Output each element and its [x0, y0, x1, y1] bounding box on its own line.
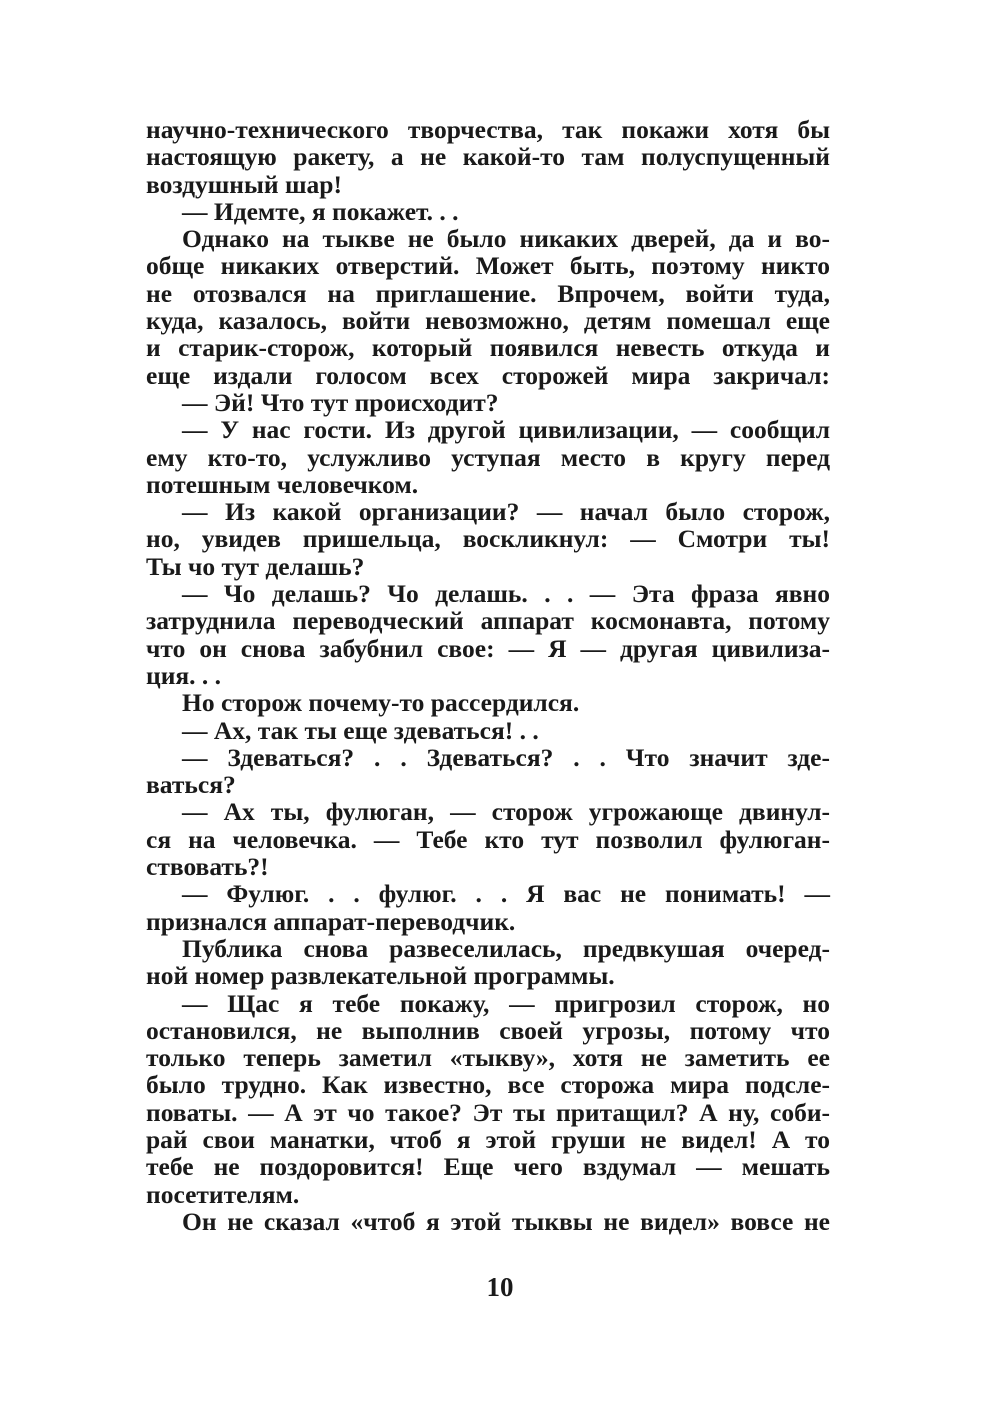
text-line: Но сторож почему-то рассердился.	[182, 688, 580, 718]
text-line: потешным человечком.	[146, 469, 419, 499]
text-line: признался аппарат-переводчик.	[146, 906, 516, 936]
text-line: — Идемте, я покажет. . .	[182, 196, 459, 226]
text-line: Ты чо тут делашь?	[146, 551, 365, 581]
page-number: 10	[486, 1272, 514, 1302]
text-line: поваты. — А эт чо такое? Эт ты притащил? А ну, соби-	[146, 1097, 830, 1127]
text-line: посетителям.	[146, 1179, 300, 1209]
text-line: обще никаких отверстий. Может быть, поэтому никто	[146, 251, 830, 281]
text-line: Публика снова развеселилась, предвкушая очеред-	[182, 933, 830, 963]
text-line: — Эй! Что тут происходит?	[182, 387, 499, 417]
text-line: рай свои манатки, чтоб я этой груши не видел! А то	[146, 1124, 830, 1154]
text-line: — Ах, так ты еще здеваться! . .	[182, 715, 539, 745]
text-line: воздушный шар!	[146, 169, 342, 199]
text-line: что он снова забубнил свое: — Я — другая цивилиза-	[146, 633, 830, 663]
text-line: — Щас я тебе покажу, — пригрозил сторож, но	[182, 988, 830, 1018]
text-line: ной номер развлекательной программы.	[146, 961, 615, 991]
text-line: тебе не поздоровится! Еще чего вздумал — мешать	[146, 1152, 830, 1182]
text-line: ствовать?!	[146, 852, 269, 882]
text-line: — Из какой организации? — начал было сторож,	[182, 497, 830, 527]
text-line: остановился, не выполнив своей угрозы, потому что	[146, 1015, 830, 1045]
text-line: ему кто-то, услужливо уступая место в кругу перед	[146, 442, 830, 472]
page-body-text	[146, 116, 830, 1235]
text-line: научно-технического творчества, так покажи хотя бы	[146, 115, 830, 144]
text-line: было трудно. Как известно, все сторожа мира подсле-	[146, 1070, 830, 1100]
text-line: затруднила переводческий аппарат космонавта, потому	[146, 606, 830, 636]
text-line: — Чо делашь? Чо делашь. . . — Эта фраза явно	[182, 579, 830, 609]
text-line: — Здеваться? . . Здеваться? . . Что значит зде-	[182, 742, 830, 772]
text-line: Он не сказал «чтоб я этой тыквы не видел» вовсе не	[182, 1206, 830, 1236]
text-line: ция. . .	[146, 660, 222, 690]
text-line: еще издали голосом всех сторожей мира закричал:	[146, 360, 830, 390]
text-line: — У нас гости. Из другой цивилизации, — сообщил	[182, 415, 830, 445]
text-line: — Фулюг. . . фулюг. . . Я вас не понимать! —	[182, 879, 830, 909]
text-line: только теперь заметил «тыкву», хотя не заметить ее	[146, 1043, 830, 1073]
text-line: но, увидев пришельца, воскликнул: — Смотри ты!	[146, 524, 830, 554]
text-line: Однако на тыкве не было никаких дверей, да и во-	[182, 224, 830, 254]
text-line: настоящую ракету, а не какой-то там полуспущенный	[146, 142, 830, 172]
text-line: не отозвался на приглашение. Впрочем, войти туда,	[146, 278, 830, 308]
text-line: ваться?	[146, 770, 236, 800]
text-line: — Ах ты, фулюган, — сторож угрожающе двинул-	[182, 797, 830, 827]
text-line: куда, казалось, войти невозможно, детям помешал еще	[146, 306, 830, 336]
text-line: и старик-сторож, который появился невесть откуда и	[146, 333, 830, 363]
text-line: ся на человечка. — Тебе кто тут позволил фулюган-	[146, 824, 830, 854]
